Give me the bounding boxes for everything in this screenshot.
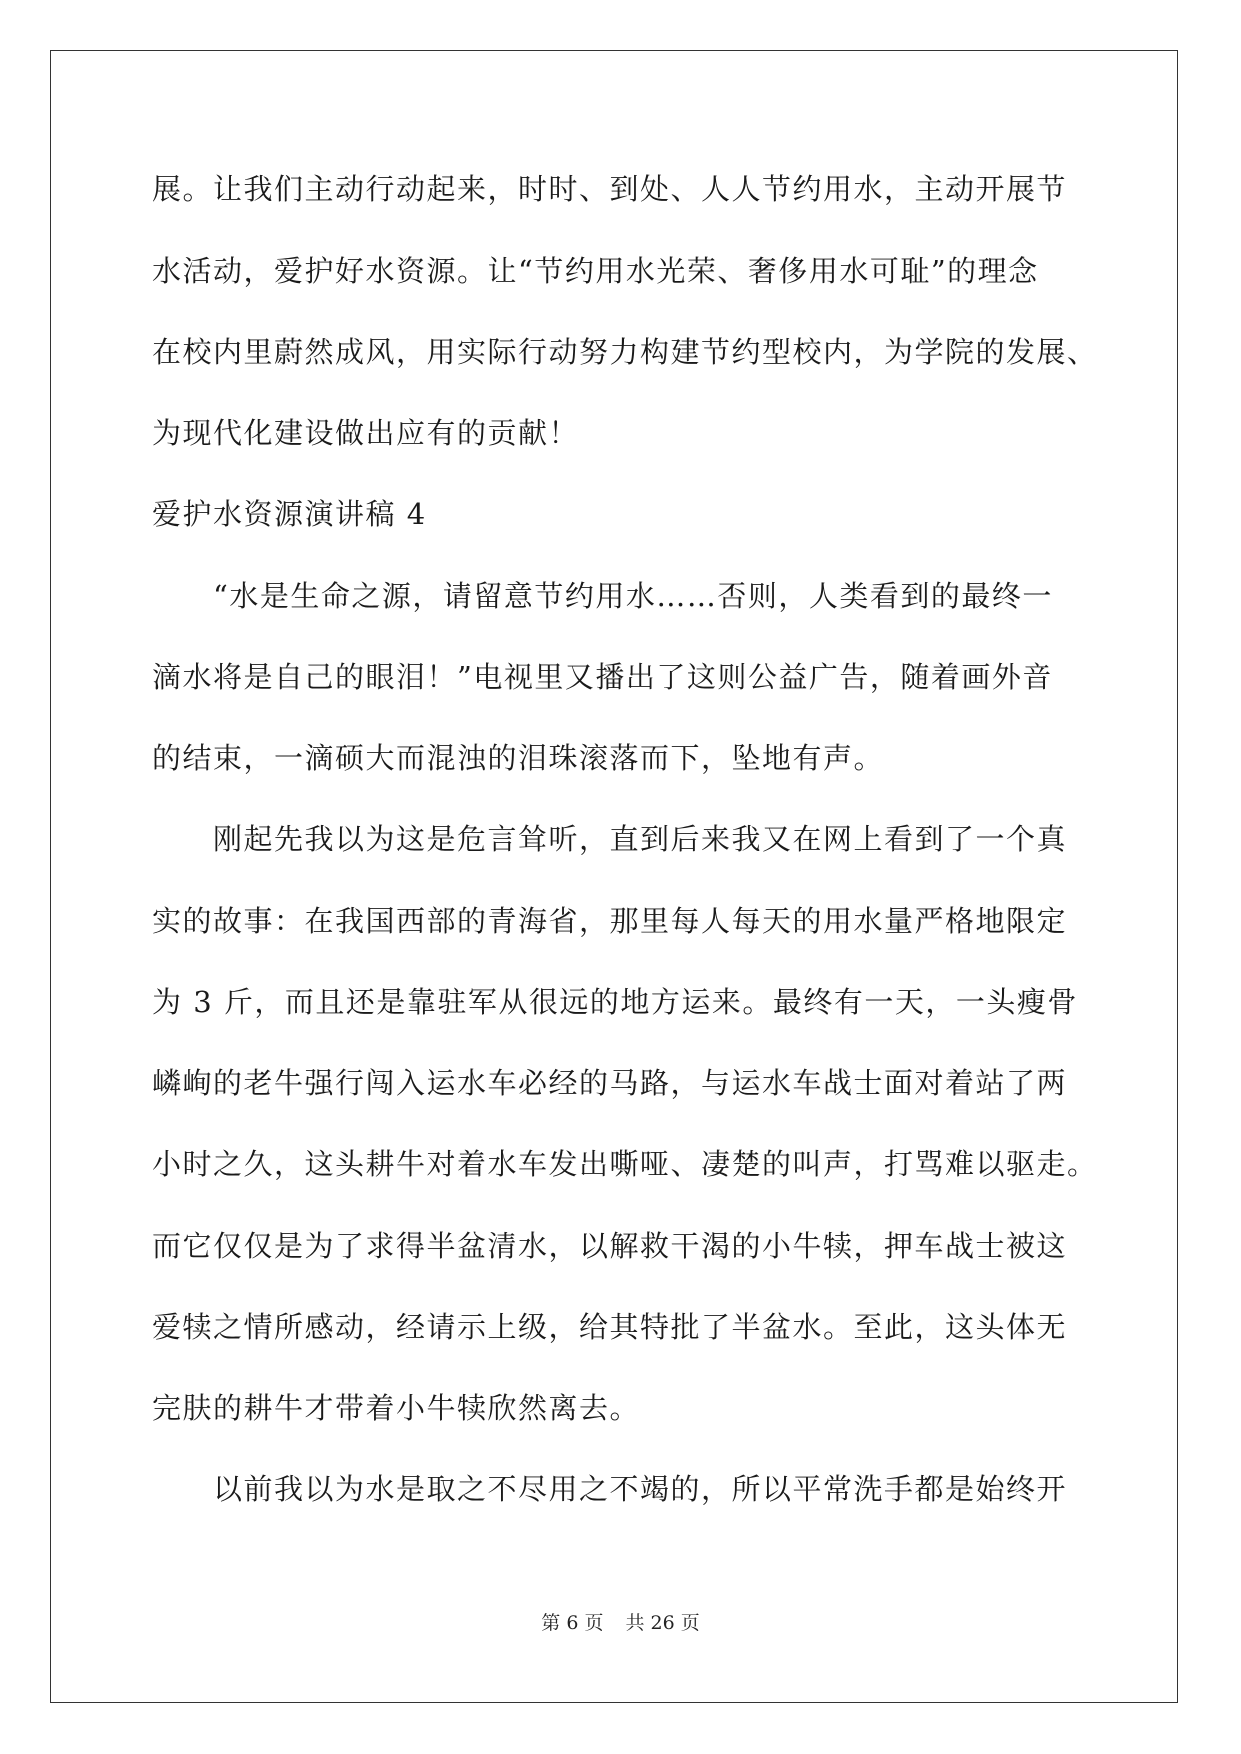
text-line: 嶙峋的老牛强行闯入运水车必经的马路，与运水车战士面对着站了两: [152, 1066, 1068, 1100]
text-line: 为现代化建设做出应有的贡献！: [152, 416, 580, 450]
text-line: 而它仅仅是为了求得半盆清水，以解救干渴的小牛犊，押车战士被这: [152, 1229, 1068, 1263]
text-line: 刚起先我以为这是危言耸听，直到后来我又在网上看到了一个真: [152, 822, 1068, 856]
text-line: “水是生命之源，请留意节约用水……否则，人类看到的最终一: [152, 579, 1053, 613]
text-line: 的结束，一滴硕大而混浊的泪珠滚落而下，坠地有声。: [152, 741, 885, 775]
text-line: 爱犊之情所感动，经请示上级，给其特批了半盆水。至此，这头体无: [152, 1310, 1068, 1344]
text-line: 展。让我们主动行动起来，时时、到处、人人节约用水，主动开展节: [152, 172, 1068, 206]
section-heading: 爱护水资源演讲稿 4: [152, 497, 427, 531]
text-line: 完肤的耕牛才带着小牛犊欣然离去。: [152, 1391, 641, 1425]
text-line: 实的故事：在我国西部的青海省，那里每人每天的用水量严格地限定: [152, 904, 1068, 938]
text-line: 小时之久，这头耕牛对着水车发出嘶哑、凄楚的叫声，打骂难以驱走。: [152, 1147, 1098, 1181]
page-footer: [0, 1612, 1241, 1634]
text-line: 滴水将是自己的眼泪！”电视里又播出了这则公益广告，随着画外音: [152, 660, 1053, 694]
text-line: 在校内里蔚然成风，用实际行动努力构建节约型校内，为学院的发展、: [152, 335, 1098, 369]
text-line: 以前我以为水是取之不尽用之不竭的，所以平常洗手都是始终开: [152, 1472, 1068, 1506]
text-line: 水活动，爱护好水资源。让“节约用水光荣、奢侈用水可耻”的理念: [152, 254, 1039, 288]
page-number-current: 第 6 页: [541, 1612, 604, 1634]
text-line: 为 3 斤，而且还是靠驻军从很远的地方运来。最终有一天，一头瘦骨: [152, 985, 1078, 1019]
page-border: [50, 50, 1178, 1703]
page-number-total: 共 26 页: [625, 1612, 700, 1634]
